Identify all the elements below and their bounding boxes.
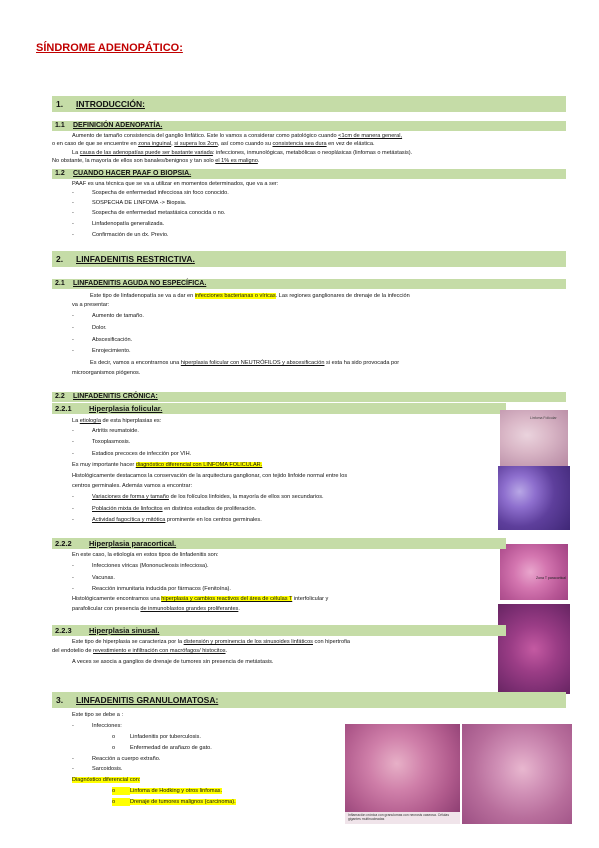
- list-item: - SOSPECHA DE LINFOMA -> Biopsia.: [72, 200, 187, 206]
- list-item: - Sarcoidosis.: [72, 766, 123, 772]
- list-item: - Toxoplasmosis.: [72, 439, 131, 445]
- subsection-number: 1.1: [55, 122, 65, 129]
- list-sub-item: o Linfoma de Hodking y otros linfomas.: [112, 788, 223, 794]
- paragraph: Es decir, vamos a encontrarnos una hiperplasia folicular con NEUTRÓFILOS y abscesificación si esta ha sido provocada por: [90, 360, 400, 366]
- list-item: - Población mixta de linfocitos en distintos estadios de proliferación.: [72, 506, 257, 512]
- paragraph: va a presentar:: [72, 302, 110, 308]
- image-caption-box: [345, 812, 460, 824]
- paragraph: Histológicamente encontramos una hiperplasia y cambios reactivos del área de células T interfolicular y: [72, 596, 329, 602]
- subsection-1-1-header: [52, 121, 566, 131]
- histology-image-granuloma: [345, 724, 460, 812]
- list-sub-item: o Linfadenitis por tuberculosis.: [112, 734, 201, 740]
- list-item: - Infecciones:: [72, 723, 122, 729]
- list-item: - Reacción a cuerpo extraño.: [72, 756, 161, 762]
- list-item: - Linfadenopatía generalizada.: [72, 221, 165, 227]
- histology-image-paracortical: [500, 544, 568, 600]
- list-item: - Enrojecimiento.: [72, 348, 131, 354]
- histology-image-follicular-lymphoma: [500, 410, 568, 466]
- paragraph: Este tipo se debe a :: [72, 712, 123, 718]
- paragraph: Este tipo de linfadenopatía se va a dar en infecciones bacterianas o víricas. Las regiones ganglionares de drenaje de la infección: [90, 293, 410, 299]
- list-sub-item: o Drenaje de tumores malignos (carcinoma).: [112, 799, 236, 805]
- paragraph: No obstante, la mayoría de ellos son banales/benignos y tan solo el 1% es maligno.: [52, 158, 260, 164]
- list-item: - Sospecha de enfermedad infecciosa sin foco conocido.: [72, 190, 229, 196]
- section-1-header: [52, 96, 566, 112]
- paragraph: La etiología de esta hiperplasias es:: [72, 418, 162, 424]
- paragraph: PAAF es una técnica que se va a utilizar en momentos determinados, que va a ser:: [72, 181, 279, 187]
- page-title: SÍNDROME ADENOPÁTICO:: [36, 42, 183, 54]
- paragraph: Es muy importante hacer diagnóstico diferencial con LINFOMA FOLICULAR.: [72, 462, 263, 468]
- subsection-2-1-header: 2.1 LINFADENITIS AGUDA NO ESPECÍFICA.: [52, 279, 566, 289]
- subsection-2-2-2-header: 2.2.2 Hiperplasia paracortical.: [52, 538, 506, 549]
- image-label: Linfoma Folicular: [530, 416, 557, 420]
- paragraph: La causa de las adenopatías puede ser bastante variada: infecciones, inmunológicas, metabólicas o neoplásicas (linfomas o metástasis).: [72, 150, 413, 156]
- paragraph: o en caso de que se encuentre en zona inguinal, si supera los 2cm, así como cuando su consistencia sea dura en vez de elástica.: [52, 141, 375, 147]
- subsection-2-2-header: 2.2 LINFADENITIS CRÓNICA:: [52, 392, 566, 402]
- list-item: - Confirmación de un dx. Previo.: [72, 232, 169, 238]
- paragraph: microorganismos piógenos.: [72, 370, 141, 376]
- paragraph: Este tipo de hiperplasia se caracteriza por la distensión y prominencia de los sinusoides linfáticos con hipertrofia: [72, 639, 350, 645]
- paragraph: Aumento de tamaño consistencia del ganglio linfático. Este lo vamos a considerar como patológico cuando <1cm de manera general,: [72, 133, 403, 139]
- subsection-1-2-header: 1.2 CUANDO HACER PAAF O BIOPSIA.: [52, 169, 566, 179]
- list-item: - Reacción inmunitaria inducida por fármacos (Fenitoína).: [72, 586, 231, 592]
- section-label: INTRODUCCIÓN:: [76, 99, 145, 109]
- image-caption: Inflamación crónica con granulomas con necrosis caseosa. Células gigantes multinucleadas: [348, 813, 450, 821]
- paragraph: Histológicamente destacamos la conservación de la arquitectura ganglionar, con tejido linfoide normal entre los: [72, 473, 348, 479]
- paragraph: parafolicular con presencia de inmunoblastos grandes proliferantes.: [72, 606, 240, 612]
- list-item: - Actividad fagocítica y mitótica prominente en los centros germinales.: [72, 517, 262, 523]
- image-label: Zona T paracortical: [536, 576, 567, 580]
- subsection-label: DEFINICIÓN ADENOPATÍA.: [73, 122, 163, 129]
- section-2-header: 2. LINFADENITIS RESTRICTIVA.: [52, 251, 566, 267]
- list-item: - Infecciones víricas (Mononucleosis infecciosa).: [72, 563, 209, 569]
- list-item: - Variaciones de forma y tamaño de los folículos linfoides, la mayoría de ellos son secundarios.: [72, 494, 324, 500]
- subsection-2-2-3-header: 2.2.3 Hiperplasia sinusal.: [52, 625, 506, 636]
- subsection-2-2-1-header: 2.2.1 Hiperplasia folicular.: [52, 403, 506, 414]
- paragraph: En este caso, la etiología en estos tipos de linfadenitis son:: [72, 552, 219, 558]
- paragraph: del endotelio de revestimiento e infiltración con macrófagos/ histocitos.: [52, 648, 228, 654]
- paragraph: A veces se asocia a ganglios de drenaje de tumores sin presencia de metástasis.: [72, 659, 274, 665]
- list-item: - Dolor.: [72, 325, 107, 331]
- section-number: 1.: [56, 99, 64, 109]
- list-item: - Abscesificación.: [72, 337, 133, 343]
- list-item: - Aumento de tamaño.: [72, 313, 144, 319]
- list-item: - Artritis reumatoide.: [72, 428, 139, 434]
- histology-image-granuloma-overview: [462, 724, 572, 824]
- list-item: - Estadios precoces de infección por VIH.: [72, 451, 192, 457]
- paragraph: centros germinales. Además vamos a encontrar:: [72, 483, 193, 489]
- list-item: - Vacunas.: [72, 575, 115, 581]
- paragraph: Diagnóstico diferencial con:: [72, 777, 141, 783]
- section-3-header: 3. LINFADENITIS GRANULOMATOSA:: [52, 692, 566, 708]
- list-item: - Sospecha de enfermedad metastásica conocida o no.: [72, 210, 226, 216]
- list-sub-item: o Enfermedad de arañazo de gato.: [112, 745, 212, 751]
- histology-image-sinusal: [498, 604, 570, 694]
- histology-image-follicular-hyperplasia: [498, 466, 570, 530]
